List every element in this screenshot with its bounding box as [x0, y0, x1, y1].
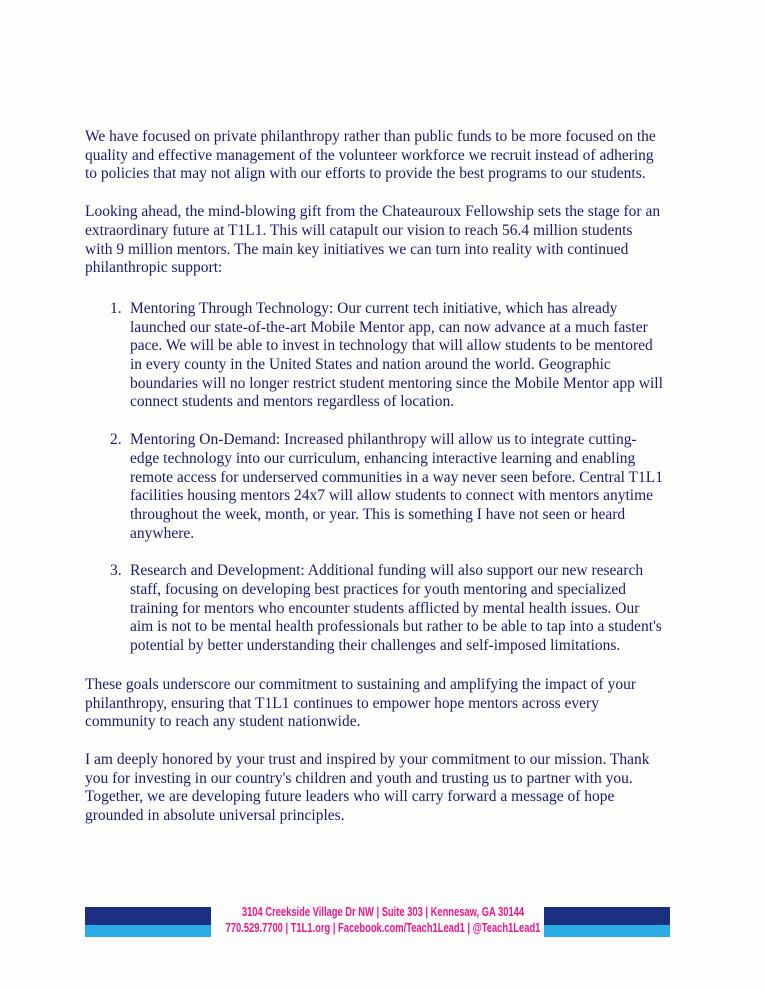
footer-bar-right	[544, 907, 670, 937]
footer-bar-right-navy-stripe	[544, 907, 670, 925]
list-item-text: Mentoring On-Demand: Increased philanthropy will allow us to integrate cutting-edge technology into our curriculum, enhancing interactive learning and enabling remote access for underserved communities in a way never seen before. Central T1L1 facilities housing mentors 24x7 will allow students to connect with mentors anytime throughout the week, month, or year. This is something I have not seen or heard anywhere.	[130, 431, 663, 542]
paragraph-fellowship-gift: Looking ahead, the mind-blowing gift from the Chateauroux Fellowship sets the stage for an extraordinary future at T1L1. This will catapult our vision to reach 56.4 million students with 9 million mentors. The main key initiatives we can turn into reality with continued philanthropic support:	[85, 203, 661, 277]
list-item-number: 2.	[110, 431, 122, 449]
list-item-number: 3.	[110, 562, 122, 580]
list-item-number: 1.	[110, 299, 122, 317]
letter-body	[85, 128, 663, 845]
footer-bar-left	[85, 907, 211, 937]
paragraph-philanthropy-focus: We have focused on private philanthropy rather than public funds to be more focused on the quality and effective management of the volunteer workforce we recruit instead of adhering to policies that may not align with our efforts to provide the best programs to our students.	[85, 128, 656, 183]
list-item-text: Research and Development: Additional funding will also support our new research staff, focusing on developing best practices for youth mentoring and specialized training for mentors who encounter students afflicted by mental health issues. Our aim is not to be mental health professionals but rather to be able to tap into a student's potential by better understanding their challenges and self-imposed limitations.	[130, 562, 662, 655]
paragraph-goals-commitment: These goals underscore our commitment to sustaining and amplifying the impact of your philanthropy, ensuring that T1L1 continues to empower hope mentors across every community to reach any student nationwide.	[85, 675, 636, 731]
initiatives-list	[85, 300, 663, 656]
list-item-mentoring-through-technology	[85, 300, 663, 412]
footer-bar-left-navy-stripe	[85, 907, 211, 925]
paragraph-closing-thanks: I am deeply honored by your trust and inspired by your commitment to our mission. Thank you for investing in our country's children and youth and trusting us to partner with you. Together, we are developing future leaders who will carry forward a message of hope grounded in absolute universal principles.	[85, 750, 650, 825]
list-item-text: Mentoring Through Technology: Our current tech initiative, which has already launched our state-of-the-art Mobile Mentor app, can now advance at a much faster pace. We will be able to invest in technology that will allow students to be mentored in every county in the United States and nation around the world. Geographic boundaries will no longer restrict student mentoring since the Mobile Mentor app will connect students and mentors regardless of location.	[130, 299, 663, 411]
list-item-research-and-development	[85, 562, 663, 656]
footer-address-line: 3104 Creekside Village Dr NW | Suite 303 | Kennesaw, GA 30144	[241, 904, 524, 919]
footer-contact-line: 770.529.7700 | T1L1.org | Facebook.com/Teach1Lead1 | @Teach1Lead1	[225, 919, 540, 935]
footer-contact-block	[225, 904, 540, 935]
footer-bar-right-cyan-stripe	[544, 925, 670, 937]
footer-bar-left-cyan-stripe	[85, 925, 211, 937]
list-item-mentoring-on-demand	[85, 431, 663, 543]
